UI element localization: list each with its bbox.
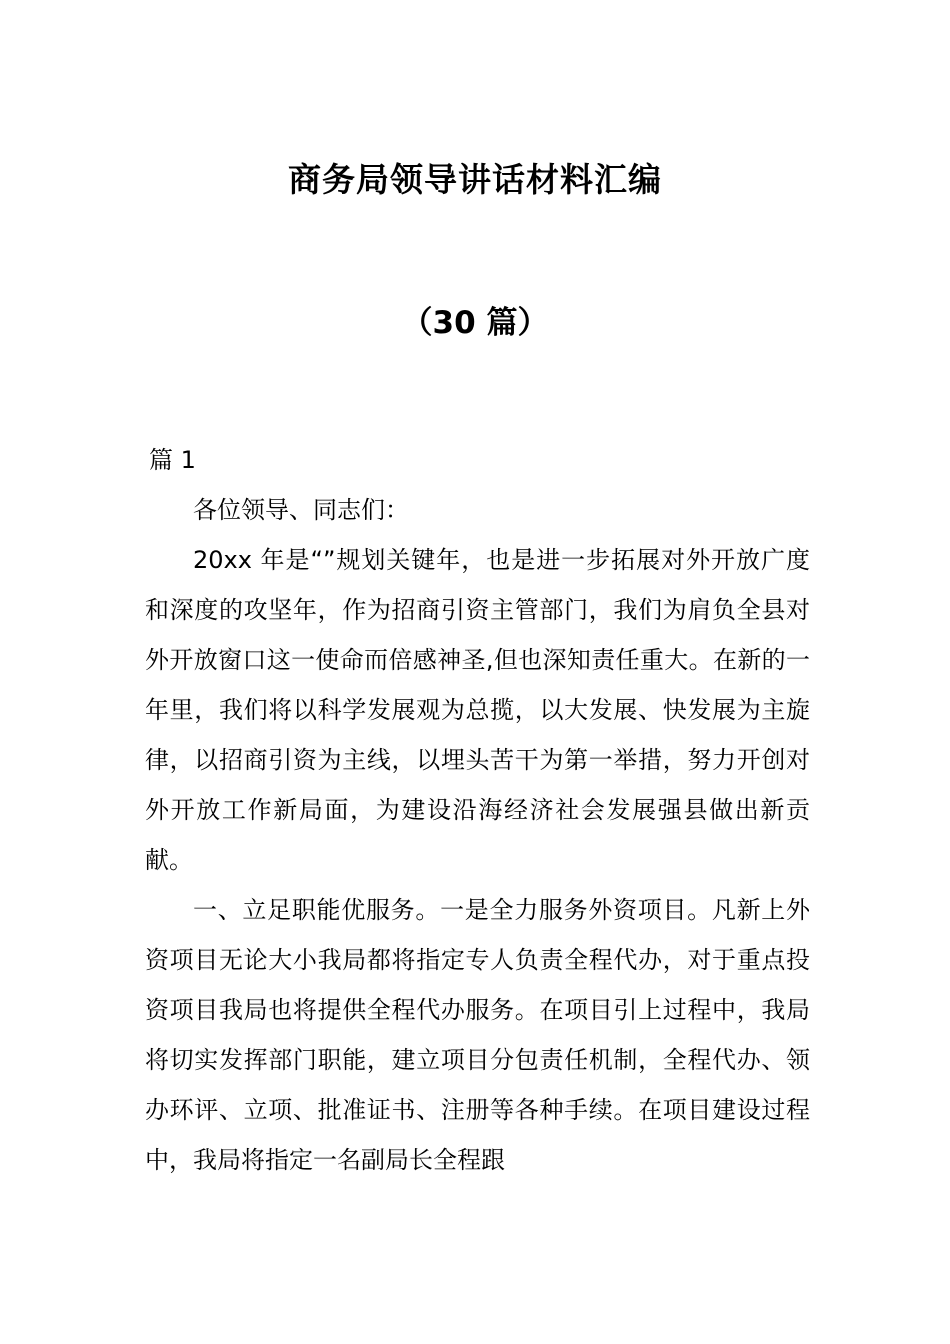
document-body <box>145 435 810 1185</box>
section-label: 篇 1 <box>149 446 196 474</box>
document-subtitle: （30 篇） <box>401 305 549 341</box>
greeting: 各位领导、同志们： <box>193 496 409 524</box>
document-title: 商务局领导讲话材料汇编 <box>288 160 662 199</box>
paragraph-2: 一、立足职能优服务。一是全力服务外资项目。凡新上外资项目无论大小我局都将指定专人负责全程代办，对于重点投资项目我局也将提供全程代办服务。在项目引上过程中，我局将切实发挥部门职能，建立项目分包责任机制，全程代办、领办环评、立项、批准证书、注册等各种手续。在项目建设过程中，我局将指定一名副局长全程跟 <box>145 896 810 1174</box>
paragraph-1: 20xx 年是“”规划关键年，也是进一步拓展对外开放广度和深度的攻坚年，作为招商引资主管部门，我们为肩负全县对外开放窗口这一使命而倍感神圣,但也深知责任重大。在新的一年里，我们将以科学发展观为总揽，以大发展、快发展为主旋律，以招商引资为主线，以埋头苦干为第一举措，努力开创对外开放工作新局面，为建设沿海经济社会发展强县做出新贡献。 <box>145 546 810 874</box>
